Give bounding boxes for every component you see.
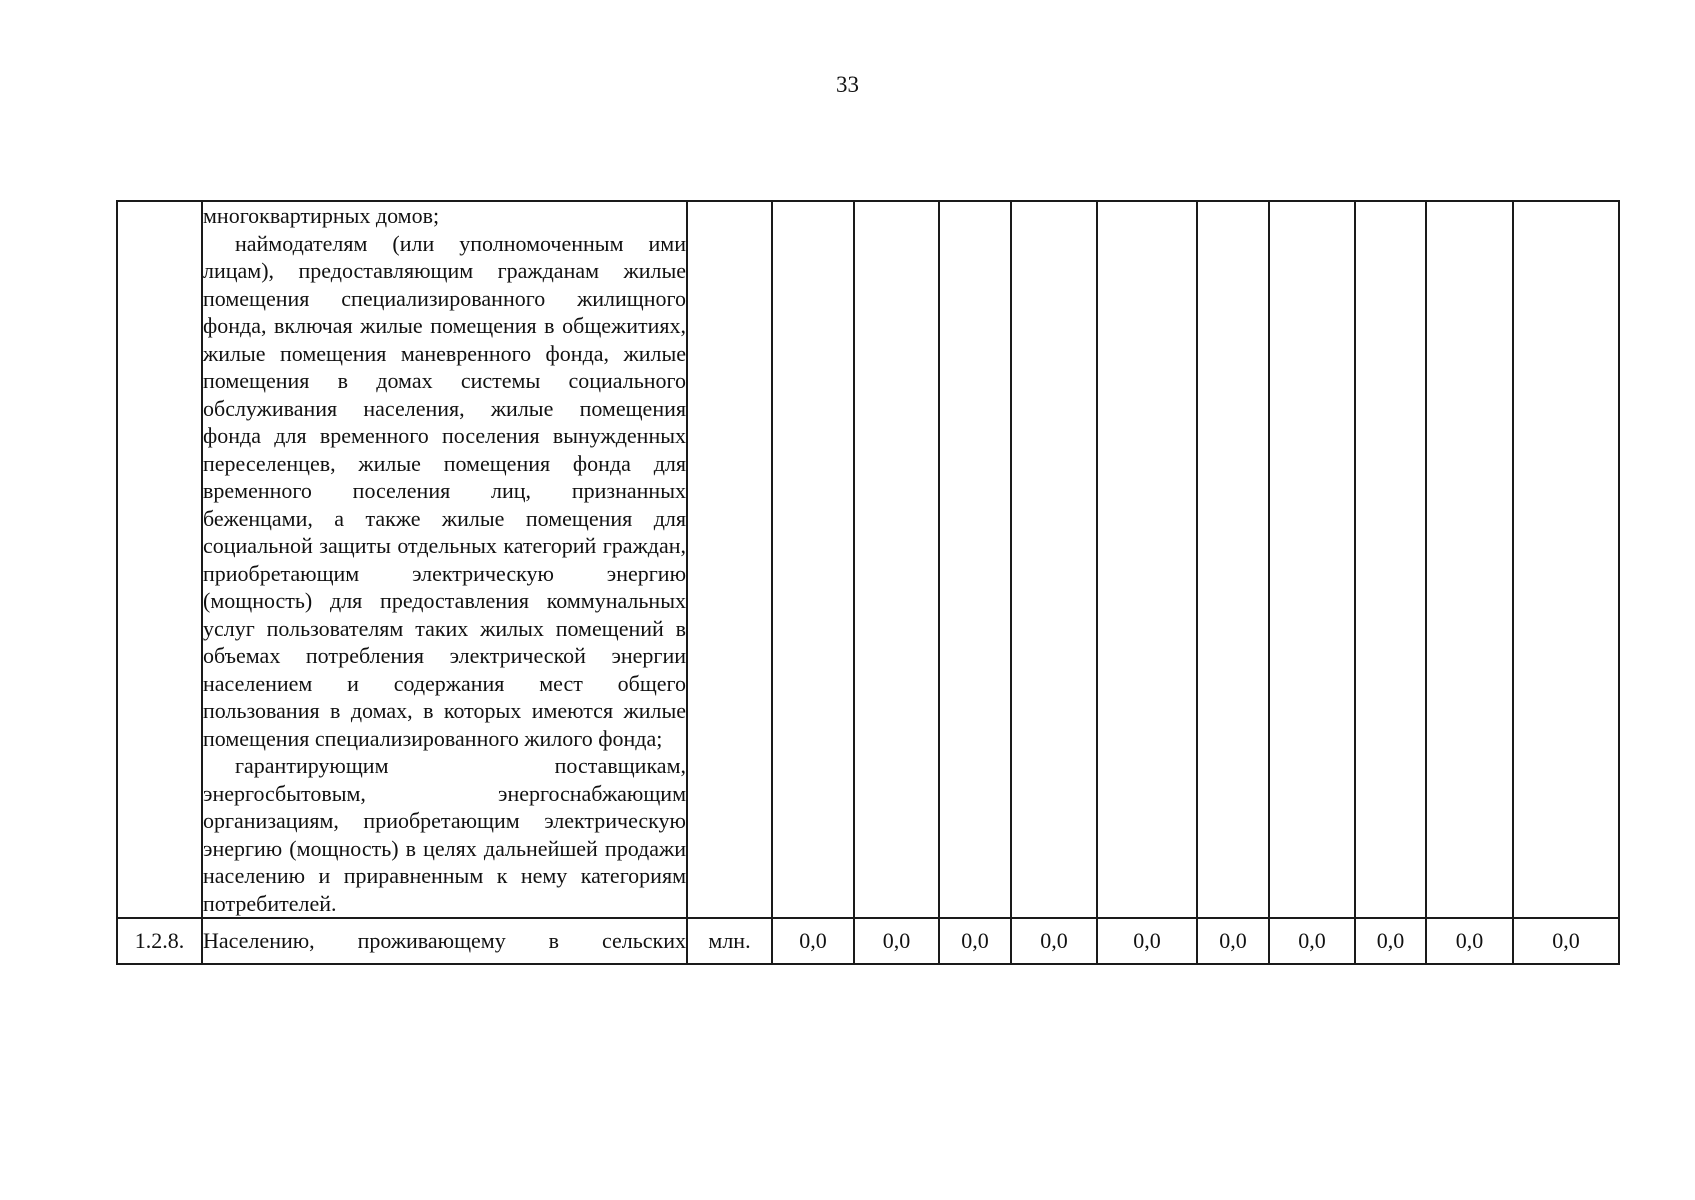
- row-number-cell: [117, 201, 202, 918]
- page-number: 33: [836, 72, 859, 97]
- value-cell: 0,0: [1011, 918, 1097, 964]
- table-row-continuation: [117, 201, 1619, 918]
- value-cell: 0,0: [1513, 918, 1619, 964]
- unit-cell: млн.: [687, 918, 772, 964]
- value-cell: 0,0: [772, 918, 854, 964]
- description-cell: [202, 201, 687, 918]
- description-cell: Населению, проживающему в сельских: [202, 918, 687, 964]
- value-cell: 0,0: [854, 918, 939, 964]
- value-cell: 0,0: [1426, 918, 1513, 964]
- value-cell: [854, 201, 939, 918]
- table-row-1-2-8: [117, 918, 1619, 964]
- value-cell: 0,0: [939, 918, 1011, 964]
- value-cell: [1269, 201, 1355, 918]
- unit-cell: [687, 201, 772, 918]
- value-cell: [939, 201, 1011, 918]
- indicator-table: [116, 200, 1620, 965]
- value-cell: [1197, 201, 1269, 918]
- value-cell: [772, 201, 854, 918]
- value-cell: [1355, 201, 1426, 918]
- value-cell: [1513, 201, 1619, 918]
- value-cell: 0,0: [1269, 918, 1355, 964]
- value-cell: 0,0: [1097, 918, 1197, 964]
- value-cell: [1426, 201, 1513, 918]
- value-cell: [1011, 201, 1097, 918]
- description-paragraph-2: наймодателям (или уполномоченным ими лицам), предоставляющим гражданам жилые помещения специализированного жилищного фонда, включая жилые помещения в общежитиях, жилые помещения маневренного фонда, жилые помещения в домах системы социального обслуживания населения, жилые помещения фонда для временного поселения вынужденных переселенцев, жилые помещения фонда для временного поселения лиц, признанных беженцами, а также жилые помещения для социальной защиты отдельных категорий граждан, приобретающим электрическую энергию (мощность) для предоставления коммунальных услуг пользователям таких жилых помещений в объемах потребления электрической энергии населением и содержания мест общего пользования в домах, в которых имеются жилые помещения специализированного жилого фонда;: [203, 230, 686, 751]
- value-cell: [1097, 201, 1197, 918]
- description-paragraph-3: гарантирующим поставщикам, энергосбытовым, энергоснабжающим организациям, приобретающим электрическую энергию (мощность) в целях дальнейшей продажи населению и приравненным к нему категориям потребителей.: [203, 753, 686, 916]
- description-paragraph-1: многоквартирных домов;: [203, 203, 440, 228]
- value-cell: 0,0: [1197, 918, 1269, 964]
- value-cell: 0,0: [1355, 918, 1426, 964]
- row-number-cell: 1.2.8.: [117, 918, 202, 964]
